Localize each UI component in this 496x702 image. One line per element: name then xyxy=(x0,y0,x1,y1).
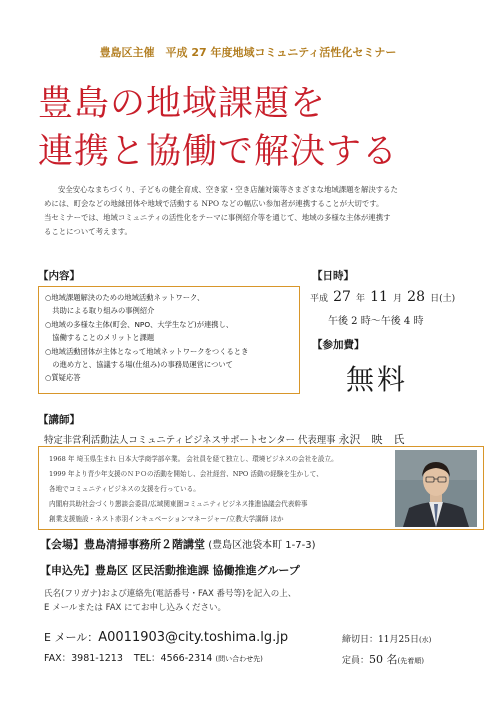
venue-label: 【会場】 xyxy=(40,538,84,551)
date-day: 28 xyxy=(407,289,425,305)
email-line xyxy=(44,629,288,645)
event-date xyxy=(310,286,455,305)
event-time: 午後 2 時〜午後 4 時 xyxy=(328,316,424,327)
venue-name: 豊島清掃事務所２階講堂 xyxy=(84,538,205,551)
date-month: 11 xyxy=(370,289,388,305)
profile-line: 内閣府共助社会づくり懇談会委員/広域関東圏コミュニティビジネス推進協議会代表幹事 xyxy=(49,500,308,508)
date-era: 平成 xyxy=(310,294,329,304)
tel-note: (問い合わせ先) xyxy=(215,655,263,663)
fee-label: 【参加費】 xyxy=(312,339,365,351)
capacity-value: 50 名 xyxy=(369,653,398,666)
apply-note xyxy=(44,587,296,615)
intro-text xyxy=(44,183,476,239)
capacity-note: (先着順) xyxy=(397,657,424,665)
apply-line xyxy=(40,562,300,578)
fee-value: 無料 xyxy=(346,363,409,396)
content-item: ○地域の多様な主体(町会、NPO、大学生など)が連携し、 xyxy=(45,319,234,329)
lecturer-photo xyxy=(395,450,477,527)
apply-note-line: 氏名(フリガナ)および連絡先(電話番号・FAX 番号等)を記入の上、 xyxy=(44,589,297,599)
title-line-1: 豊島の地域課題を xyxy=(38,84,327,124)
content-item: の進め方と、協議する場(仕組み)の事務局運営について xyxy=(45,360,233,370)
lecturer-portrait-icon xyxy=(395,450,477,527)
date-year-unit: 年 xyxy=(356,294,366,304)
date-month-unit: 月 xyxy=(393,294,403,304)
email-address[interactable]: A0011903@city.toshima.lg.jp xyxy=(98,630,289,645)
content-box xyxy=(38,286,300,394)
lecturer-name: 永沢 映 氏 xyxy=(338,433,405,446)
venue-address: (豊島区池袋本町 1-7-3) xyxy=(208,540,316,551)
content-item: 共助による取り組みの事例紹介 xyxy=(45,306,155,316)
profile-line: 1968 年 埼玉県生まれ 日本大学商学部卒業。 会社員を経て独立し、環境ビジネスの会社を設立。 xyxy=(49,455,338,463)
venue-line xyxy=(40,536,315,552)
deadline-day-unit: 日 xyxy=(409,635,419,645)
deadline-month-unit: 月 xyxy=(389,635,399,645)
lecturer-profile-box xyxy=(38,446,484,530)
apply-org: 豊島区 区民活動推進課 協働推進グループ xyxy=(95,564,300,577)
intro-para-1: 安全安心なまちづくり、子どもの健全育成、空き家・空き店舗対策等さまざまな地域課題を解決するた xyxy=(58,185,398,194)
profile-line: 各地でコミュニティビジネスの支援を行っている。 xyxy=(49,485,200,493)
tel-number: TEL：4566-2314 xyxy=(133,653,213,664)
deadline-month: 11 xyxy=(378,635,390,645)
content-label: 【内容】 xyxy=(38,270,80,282)
content-item: 協働することのメリットと課題 xyxy=(45,333,155,343)
fax-tel-line xyxy=(44,650,263,664)
content-item: ○質疑応答 xyxy=(45,373,81,383)
intro-para-2: めには、町会などの地縁団体や地域で活動する NPO などの幅広い参加者が連携することが大切です。 xyxy=(44,199,384,208)
date-day-unit: 日 xyxy=(430,294,440,304)
date-weekday: (土) xyxy=(439,294,456,304)
lecturer-label: 【講師】 xyxy=(38,414,80,426)
intro-para-3: 当セミナーでは、地域コミュニティの活性化をテーマに事例紹介等を通じて、地域の多様な主体が連携す xyxy=(44,213,391,222)
deadline-line xyxy=(342,632,431,645)
schedule-label: 【日時】 xyxy=(312,270,354,282)
profile-line: 創業支援施設・ネスト赤羽インキュベーションマネージャー/立教大学講師 ほか xyxy=(49,515,284,523)
content-item: ○地域活動団体が主体となって地域ネットワークをつくるとき xyxy=(45,346,249,356)
email-label: E メール： xyxy=(44,631,99,644)
title-line-2: 連携と協働で解決する xyxy=(38,132,399,172)
seminar-header: 豊島区主催 平成 27 年度地域コミュニティ活性化セミナー xyxy=(99,46,397,59)
profile-line: 1999 年より青少年支援のＮＰＯの活動を開始し、会社経営、NPO 活動の経験を生かして、 xyxy=(49,470,323,478)
deadline-day: 25 xyxy=(398,635,410,645)
capacity-label: 定員： xyxy=(342,656,370,666)
apply-label: 【申込先】 xyxy=(40,564,95,577)
capacity-line xyxy=(342,651,424,667)
lecturer-org: 特定非営利活動法人コミュニティビジネスサポートセンター 代表理事 xyxy=(44,435,336,446)
content-item: ○地域課題解決のための地域活動ネットワーク、 xyxy=(45,293,205,302)
intro-para-4: ることについて考えます。 xyxy=(44,227,132,236)
lecturer-line xyxy=(44,431,405,447)
deadline-weekday: (水) xyxy=(418,636,432,644)
deadline-label: 締切日： xyxy=(342,635,379,645)
apply-note-line: E メールまたは FAX にてお申し込みください。 xyxy=(44,603,227,613)
date-year: 27 xyxy=(333,289,351,305)
fax-number: FAX：3981-1213 xyxy=(44,653,123,664)
